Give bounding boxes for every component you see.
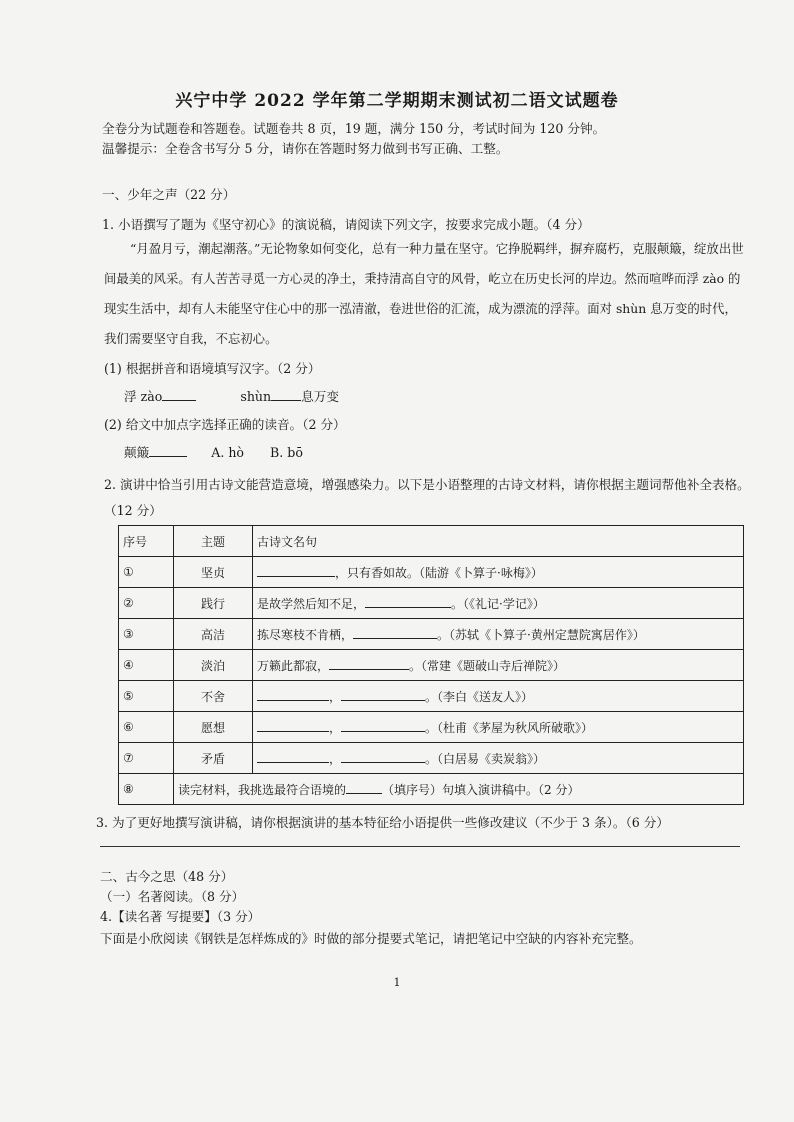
quote-source: 。（白居易《卖炭翁》）: [425, 751, 546, 766]
quote-text: 拣尽寒枝不肯栖，: [257, 627, 354, 642]
pinyin-shun: shùn: [240, 389, 272, 404]
quote-text: ，只有香如故。: [335, 565, 420, 580]
table-row: [119, 681, 744, 712]
table-row: [119, 712, 744, 743]
row-quote: [253, 588, 744, 619]
q2-stem: 2. 演讲中恰当引用古诗文能营造意境，增强感染力。以下是小语整理的古诗文材料，请你根据主题词帮他补全表格。: [104, 477, 750, 492]
quote-source: 。（杜甫《茅屋为秋风所破歌》）: [425, 720, 594, 735]
q1-sub2-answers: [124, 442, 303, 461]
answer-blank[interactable]: [353, 626, 437, 639]
quote-text: ，: [329, 720, 342, 735]
instruction-text: 读完材料，我挑选最符合语境的: [178, 782, 347, 797]
exam-info: 全卷分为试题卷和答题卷。试题卷共 8 页，19 题，满分 150 分，考试时间为 120 分钟。: [102, 121, 606, 136]
row-quote: [253, 743, 744, 774]
row-theme: 践行: [174, 588, 253, 619]
table-row: [119, 774, 744, 805]
header-number: 序号: [119, 526, 174, 557]
quote-source: 。（苏轼《卜算子·黄州定慧院寓居作》）: [437, 627, 645, 642]
answer-blank[interactable]: [257, 564, 335, 577]
section1-heading: 一、少年之声（22 分）: [102, 187, 236, 202]
row-number: ⑦: [119, 743, 174, 774]
instruction-text: （填序号）句填入演讲稿中。（2 分）: [382, 782, 580, 797]
exam-tip: 温馨提示：全卷含书写分 5 分，请你在答题时努力做到书写正确、工整。: [102, 141, 509, 156]
option-a: A. hò: [211, 445, 245, 460]
table-row: [119, 588, 744, 619]
quote-source: 。（李白《送友人》）: [425, 689, 534, 704]
answer-blank[interactable]: [257, 750, 329, 763]
answer-blank[interactable]: [149, 444, 187, 457]
row-number: ⑧: [119, 774, 174, 805]
quote-text: ，: [329, 689, 342, 704]
q3-stem: 3. 为了更好地撰写演讲稿，请你根据演讲的基本特征给小语提供一些修改建议（不少于 3 条）。（6 分）: [96, 815, 669, 830]
row-quote: [253, 619, 744, 650]
row-number: ⑥: [119, 712, 174, 743]
q4-text: 下面是小欣阅读《钢铁是怎样炼成的》时做的部分提要式笔记，请把笔记中空缺的内容补充完整。: [100, 931, 642, 946]
row-theme: 坚贞: [174, 557, 253, 588]
quote-source: 。（《礼记·学记》）: [451, 596, 545, 611]
row-number: ④: [119, 650, 174, 681]
row-theme: 愿想: [174, 712, 253, 743]
q2-points: （12 分）: [104, 503, 162, 518]
header-quote: 古诗文名句: [253, 526, 744, 557]
row-number: ③: [119, 619, 174, 650]
exam-title: 兴宁中学 2022 学年第二学期期末测试初二语文试题卷: [175, 91, 619, 111]
row-theme: 不舍: [174, 681, 253, 712]
row-quote: [253, 712, 744, 743]
quote-text: ，: [329, 751, 342, 766]
row-quote: [253, 557, 744, 588]
q1-sub1-answers: [124, 386, 339, 405]
answer-blank[interactable]: [329, 657, 409, 670]
answer-blank[interactable]: [341, 750, 425, 763]
pinyin-shun-suffix: 息万变: [301, 389, 339, 404]
answer-blank[interactable]: [365, 595, 451, 608]
quote-text: 是故学然后知不足，: [257, 596, 366, 611]
answer-blank[interactable]: [162, 388, 196, 401]
pinyin-zao: 浮 zào: [124, 389, 163, 404]
section2-heading: 二、古今之思（48 分）: [100, 869, 234, 884]
header-theme: 主题: [174, 526, 253, 557]
quote-source: 。（常建《题破山寺后禅院》）: [409, 658, 566, 673]
row-theme: 高洁: [174, 619, 253, 650]
answer-blank[interactable]: [257, 688, 329, 701]
table-row: [119, 650, 744, 681]
quote-text: 万籁此都寂，: [257, 658, 330, 673]
row-theme: 矛盾: [174, 743, 253, 774]
q1-stem: 1. 小语撰写了题为《坚守初心》的演说稿，请阅读下列文字，按要求完成小题。（4 分）: [102, 217, 590, 232]
q1-sub1-label: (1) 根据拼音和语境填写汉字。（2 分）: [104, 361, 321, 376]
word-dianbo: 颠簸: [124, 445, 150, 460]
q1-sub2-label: (2) 给文中加点字选择正确的读音。（2 分）: [104, 417, 346, 432]
table-row: [119, 743, 744, 774]
row-theme: 淡泊: [174, 650, 253, 681]
section2-sub: （一）名著阅读。（8 分）: [100, 889, 245, 904]
row-number: ⑤: [119, 681, 174, 712]
answer-blank[interactable]: [346, 781, 382, 794]
page-number: 1: [393, 976, 401, 989]
row-number: ①: [119, 557, 174, 588]
q4-title: 4.【读名著 写提要】（3 分）: [100, 909, 261, 924]
answer-blank[interactable]: [341, 719, 425, 732]
row-quote: [253, 650, 744, 681]
option-b: B. bō: [270, 445, 303, 460]
q1-passage: “月盈月亏，潮起潮落。”无论物象如何变化，总有一种力量在坚守。它挣脱羁绊，摒弃腐朽，克服颠簸，绽放出世间最美的风采。有人苦苦寻觅一方心灵的净土，秉持清高自守的风骨，屹立在历史长河的岸边。然而喧哗而浮 zào 的现实生活中，却有人未能坚守住心中的那一泓清澈，卷进世俗的汇流，成为漂流的浮萍。面对 shùn 息万变的时代，我们需要坚守自我，不忘初心。: [104, 241, 744, 346]
row-quote: [253, 681, 744, 712]
poem-table: [118, 525, 744, 805]
row-number: ②: [119, 588, 174, 619]
answer-line: [100, 846, 740, 847]
table-row: [119, 619, 744, 650]
table-header-row: [119, 526, 744, 557]
row-instruction: [174, 774, 744, 805]
answer-blank[interactable]: [271, 388, 301, 401]
answer-blank[interactable]: [341, 688, 425, 701]
table-row: [119, 557, 744, 588]
quote-source: （陆游《卜算子·咏梅》）: [419, 565, 543, 580]
answer-blank[interactable]: [257, 719, 329, 732]
